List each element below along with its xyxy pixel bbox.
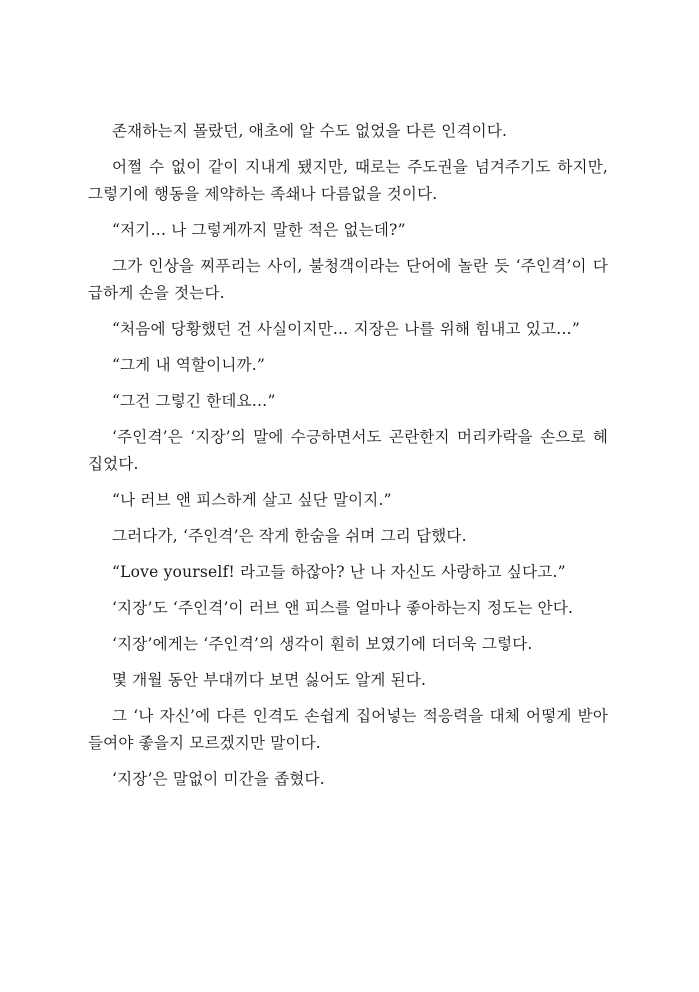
paragraph: “그건 그렇긴 한데요…” — [112, 392, 276, 410]
paragraph: 어쩔 수 없이 같이 지내게 됐지만, 때로는 주도권을 넘겨주기도 하지만, 그렇기에 행동을 제약하는 족쇄나 다름없을 것이다. — [88, 158, 608, 203]
paragraph: 그가 인상을 찌푸리는 사이, 불청객이라는 단어에 놀란 듯 ‘주인격’이 다급하게 손을 젓는다. — [88, 257, 608, 302]
paragraph: 그러다가, ‘주인격’은 작게 한숨을 쉬며 그리 답했다. — [112, 527, 467, 545]
text-body — [88, 118, 608, 802]
paragraph: “그게 내 역할이니까.” — [112, 356, 266, 374]
paragraph: 몇 개월 동안 부대끼다 보면 싫어도 알게 된다. — [112, 671, 427, 689]
paragraph: ‘지장’에게는 ‘주인격’의 생각이 훤히 보였기에 더더욱 그렇다. — [112, 635, 533, 653]
paragraph: “나 러브 앤 피스하게 살고 싶단 말이지.” — [112, 491, 392, 509]
paragraph: “처음에 당황했던 건 사실이지만… 지장은 나를 위해 힘내고 있고…” — [112, 320, 580, 338]
paragraph: ‘주인격’은 ‘지장’의 말에 수긍하면서도 곤란한지 머리카락을 손으로 헤집었다. — [88, 428, 608, 473]
paragraph: ‘지장’은 말없이 미간을 좁혔다. — [112, 770, 325, 788]
paragraph: “Love yourself! 라고들 하잖아? 난 나 자신도 사랑하고 싶다고.” — [112, 563, 566, 581]
paragraph: “저기… 나 그렇게까지 말한 적은 없는데?” — [112, 221, 406, 239]
paragraph: 존재하는지 몰랐던, 애초에 알 수도 없었을 다른 인격이다. — [112, 122, 508, 140]
paragraph: 그 ‘나 자신’에 다른 인격도 손쉽게 집어넣는 적응력을 대체 어떻게 받아들여야 좋을지 모르겠지만 말이다. — [88, 707, 608, 752]
paragraph: ‘지장’도 ‘주인격’이 러브 앤 피스를 얼마나 좋아하는지 정도는 안다. — [112, 599, 574, 617]
